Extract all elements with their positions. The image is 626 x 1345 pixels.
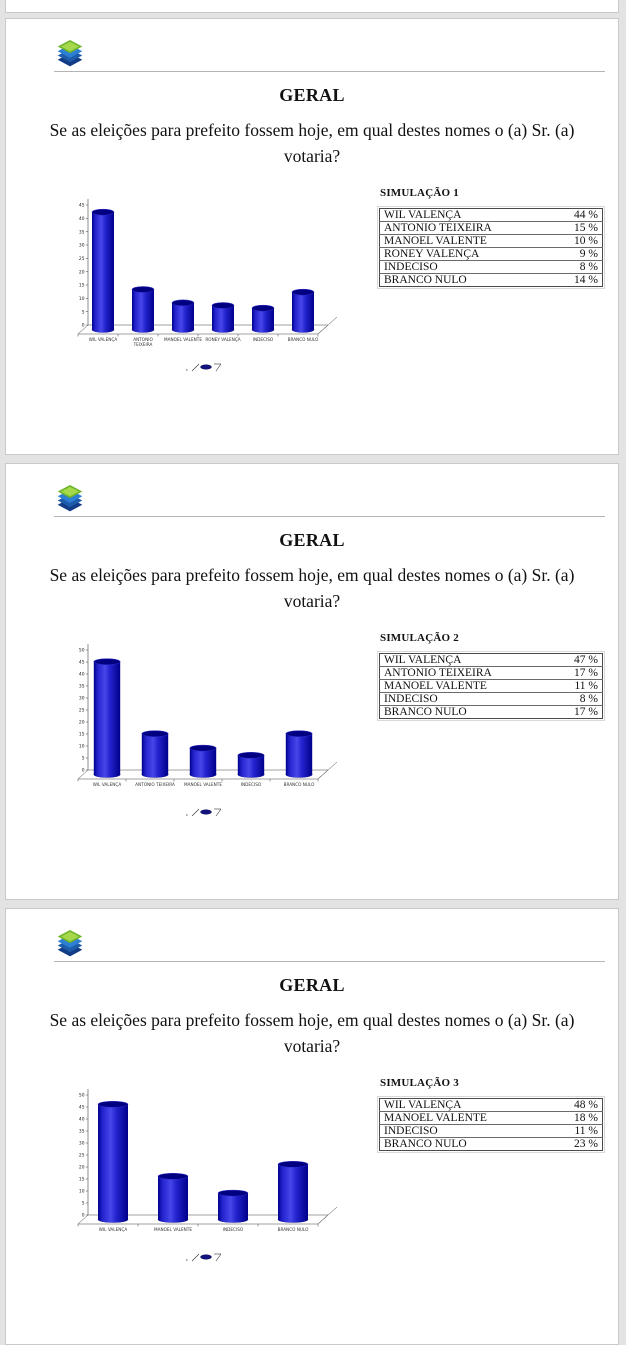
candidate-name: INDECISO — [380, 693, 553, 706]
svg-text:45: 45 — [78, 660, 85, 666]
simulation-panel — [379, 1077, 603, 1151]
candidate-percent: 15 % — [552, 222, 603, 235]
svg-text:40: 40 — [78, 1117, 85, 1123]
svg-text:5: 5 — [81, 1201, 85, 1207]
votes-bar-chart — [58, 187, 350, 383]
svg-text:WIL VALENÇA: WIL VALENÇA — [88, 337, 118, 342]
svg-text:5: 5 — [81, 756, 85, 762]
result-row — [380, 1138, 603, 1151]
slide-page-3 — [5, 908, 619, 1345]
simulation-heading: SIMULAÇÃO 3 — [380, 1077, 459, 1089]
layers-logo-icon — [54, 929, 86, 963]
slide-title: GERAL — [279, 530, 345, 550]
svg-text:0: 0 — [81, 1213, 85, 1219]
result-row — [380, 1099, 603, 1112]
svg-text:BRANCO NULO: BRANCO NULO — [287, 337, 319, 342]
candidate-name: MANOEL VALENTE — [380, 1112, 553, 1125]
svg-text:30: 30 — [78, 243, 85, 249]
header-rule — [54, 961, 605, 962]
candidate-percent: 14 % — [574, 274, 598, 286]
question-text: Se as eleições para prefeito fossem hoje, em qual destes nomes o (a) Sr. (a) votaria? — [49, 120, 575, 166]
svg-text:10: 10 — [78, 296, 85, 302]
candidate-percent: 17 % — [552, 667, 603, 680]
previous-page-partial — [5, 0, 619, 13]
svg-text:15: 15 — [78, 1177, 85, 1183]
svg-text:25: 25 — [78, 256, 85, 262]
svg-text:INDECISO: INDECISO — [240, 782, 262, 787]
header-rule — [54, 71, 605, 72]
slide-page-1 — [5, 18, 619, 455]
layers-logo-icon — [54, 39, 86, 73]
candidate-percent: 48 % — [552, 1099, 603, 1112]
svg-text:20: 20 — [78, 270, 85, 276]
svg-text:ANTONIO: ANTONIO — [133, 337, 153, 342]
result-row — [380, 706, 603, 719]
candidate-percent: 44 % — [552, 209, 603, 222]
question-text: Se as eleições para prefeito fossem hoje, em qual destes nomes o (a) Sr. (a) votaria? — [49, 1010, 575, 1056]
simulation-heading: SIMULAÇÃO 1 — [380, 187, 459, 199]
candidate-name: ANTONIO TEIXEIRA — [380, 222, 553, 235]
result-row — [380, 222, 603, 235]
result-row — [380, 261, 603, 274]
svg-text:25: 25 — [78, 1153, 85, 1159]
svg-text:BRANCO NULO: BRANCO NULO — [283, 782, 315, 787]
svg-text:10: 10 — [78, 1189, 85, 1195]
slide-page-2 — [5, 463, 619, 900]
candidate-name: BRANCO NULO — [384, 274, 467, 286]
result-row — [380, 235, 603, 248]
candidate-percent: 18 % — [552, 1112, 603, 1125]
svg-text:15: 15 — [78, 732, 85, 738]
candidate-name: BRANCO NULO — [384, 1138, 467, 1150]
svg-text:25: 25 — [78, 708, 85, 714]
svg-text:INDECISO: INDECISO — [252, 337, 274, 342]
svg-text:45: 45 — [78, 203, 85, 209]
svg-text:40: 40 — [78, 672, 85, 678]
svg-text:WIL VALENÇA: WIL VALENÇA — [92, 782, 122, 787]
svg-text:45: 45 — [78, 1105, 85, 1111]
votes-bar-chart — [58, 632, 350, 828]
candidate-name: WIL VALENÇA — [380, 1099, 553, 1112]
svg-text:30: 30 — [78, 696, 85, 702]
result-row — [380, 248, 603, 261]
slide-title: GERAL — [279, 85, 345, 105]
candidate-name: BRANCO NULO — [384, 706, 467, 718]
candidate-percent: 23 % — [574, 1138, 598, 1150]
svg-text:TEIXEIRA: TEIXEIRA — [133, 342, 153, 347]
svg-text:RONEY VALENÇA: RONEY VALENÇA — [205, 337, 241, 342]
results-table — [379, 653, 603, 719]
svg-text:0: 0 — [81, 768, 85, 774]
svg-text:35: 35 — [78, 1129, 85, 1135]
svg-text:BRANCO NULO: BRANCO NULO — [277, 1227, 309, 1232]
results-table — [379, 1098, 603, 1151]
results-table — [379, 208, 603, 287]
candidate-name: INDECISO — [380, 1125, 553, 1138]
candidate-percent: 9 % — [552, 248, 603, 261]
candidate-percent: 17 % — [574, 706, 598, 718]
svg-text:35: 35 — [78, 684, 85, 690]
candidate-name: ANTONIO TEIXEIRA — [380, 667, 553, 680]
votes-bar-chart — [58, 1077, 350, 1273]
candidate-name: WIL VALENÇA — [380, 654, 553, 667]
result-row — [380, 667, 603, 680]
candidate-percent: 47 % — [552, 654, 603, 667]
simulation-panel — [379, 187, 603, 287]
svg-text:MANOEL VALENTE: MANOEL VALENTE — [164, 337, 202, 342]
svg-text:20: 20 — [78, 720, 85, 726]
simulation-panel — [379, 632, 603, 719]
candidate-percent: 11 % — [552, 680, 603, 693]
result-row — [380, 680, 603, 693]
result-row — [380, 654, 603, 667]
svg-text:WIL VALENÇA: WIL VALENÇA — [98, 1227, 128, 1232]
svg-text:15: 15 — [78, 283, 85, 289]
result-row — [380, 274, 603, 287]
result-row — [380, 1112, 603, 1125]
candidate-name: WIL VALENÇA — [380, 209, 553, 222]
svg-text:MANOEL VALENTE: MANOEL VALENTE — [184, 782, 222, 787]
candidate-percent: 10 % — [552, 235, 603, 248]
header-rule — [54, 516, 605, 517]
candidate-name: MANOEL VALENTE — [380, 680, 553, 693]
svg-text:MANOEL VALENTE: MANOEL VALENTE — [154, 1227, 192, 1232]
result-row — [380, 1125, 603, 1138]
svg-text:0: 0 — [81, 323, 85, 329]
layers-logo-icon — [54, 484, 86, 518]
candidate-percent: 11 % — [552, 1125, 603, 1138]
svg-text:INDECISO: INDECISO — [222, 1227, 244, 1232]
svg-text:40: 40 — [78, 216, 85, 222]
svg-text:35: 35 — [78, 230, 85, 236]
svg-text:30: 30 — [78, 1141, 85, 1147]
svg-text:50: 50 — [78, 648, 85, 654]
candidate-percent: 8 % — [552, 693, 603, 706]
svg-text:10: 10 — [78, 744, 85, 750]
candidate-name: RONEY VALENÇA — [380, 248, 553, 261]
simulation-heading: SIMULAÇÃO 2 — [380, 632, 459, 644]
candidate-name: MANOEL VALENTE — [380, 235, 553, 248]
candidate-percent: 8 % — [552, 261, 603, 274]
candidate-name: INDECISO — [380, 261, 553, 274]
svg-text:50: 50 — [78, 1093, 85, 1099]
svg-text:20: 20 — [78, 1165, 85, 1171]
result-row — [380, 209, 603, 222]
result-row — [380, 693, 603, 706]
slide-title: GERAL — [279, 975, 345, 995]
svg-text:5: 5 — [81, 310, 85, 316]
svg-text:ANTONIO TEIXEIRA: ANTONIO TEIXEIRA — [135, 782, 175, 787]
question-text: Se as eleições para prefeito fossem hoje, em qual destes nomes o (a) Sr. (a) votaria? — [49, 565, 575, 611]
